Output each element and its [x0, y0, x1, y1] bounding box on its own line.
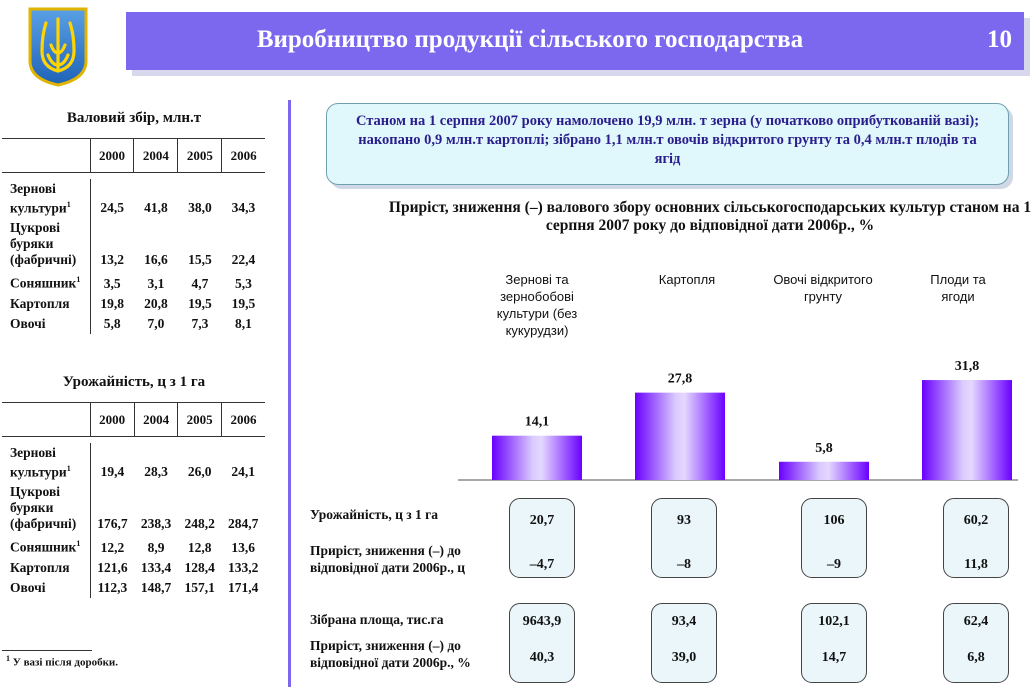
row-label: Соняшник [10, 275, 77, 291]
area-box-potato [651, 603, 717, 683]
category-label-vegetables: Овочі відкритого грунту [773, 272, 873, 304]
table-cell: 7,0 [147, 315, 165, 331]
table-cell: 15,5 [188, 252, 212, 267]
yield-change-value: 11,8 [964, 557, 988, 572]
table-header-year: 2004 [134, 403, 178, 437]
row-label: Овочі [10, 579, 46, 595]
area-value: 93,4 [671, 614, 697, 629]
row-label: Картопля [10, 295, 70, 311]
table-header-year: 2000 [90, 139, 134, 173]
row-label: Картопля [10, 559, 70, 575]
table-cell: 22,4 [231, 252, 256, 267]
area-box-fruits [943, 603, 1009, 683]
table-cell: 13,6 [231, 539, 256, 555]
bar-grain [492, 436, 582, 480]
bar-data-label: 14,1 [524, 414, 550, 430]
table-cell: 12,2 [100, 539, 125, 555]
footnote-ref: 1 [76, 539, 81, 548]
table-cell: 133,4 [140, 559, 172, 575]
table-cell: 26,0 [187, 464, 212, 479]
footnote-text: У вазі після доробки. [12, 656, 118, 669]
footnote-mark: 1 [6, 654, 10, 663]
table-header-year: 2006 [222, 139, 265, 173]
area-change-value: 40,3 [529, 650, 555, 665]
table-cell: 176,7 [97, 516, 128, 531]
gross-harvest-title: Валовий збір, млн.т [66, 110, 202, 126]
area-change-value: 14,7 [821, 650, 847, 665]
table-header-year: 2005 [178, 403, 222, 437]
table-cell: 128,4 [184, 559, 215, 575]
table-cell: 8,1 [234, 315, 252, 331]
yield-change-row-label: Приріст, зниження (–) до відповідної дати 2006р., ц [310, 543, 466, 575]
table-cell: 7,3 [191, 315, 209, 331]
table-cell: 34,3 [231, 200, 256, 215]
footnote-ref: 1 [76, 275, 81, 284]
table-cell: 19,5 [231, 295, 256, 311]
yield-change-value: –4,7 [529, 557, 555, 572]
yield-row-label: Урожайність, ц з 1 га [310, 507, 439, 522]
table-cell: 13,2 [100, 252, 125, 267]
area-change-row-label: Приріст, зниження (–) до відповідної дати 2006р., % [310, 638, 471, 670]
table-header-year: 2006 [221, 403, 265, 437]
row-label: Цукрові буряки (фабричні) [10, 484, 77, 531]
page-number: 10 [987, 26, 1012, 53]
area-change-value: 39,0 [671, 650, 697, 665]
row-label: Зернові культури [10, 444, 67, 479]
table-cell: 133,2 [228, 559, 259, 575]
table-cell: 121,6 [97, 559, 128, 575]
category-label-fruits: Плоди та ягоди [930, 272, 986, 304]
yield-value: 20,7 [529, 513, 555, 528]
bar-data-label: 31,8 [954, 359, 980, 375]
table-cell: 38,0 [188, 200, 212, 215]
bar-potato [635, 393, 725, 480]
bar-data-label: 27,8 [667, 371, 693, 387]
table-cell: 12,8 [187, 539, 212, 555]
table-cell: 157,1 [184, 579, 215, 595]
table-cell: 28,3 [144, 464, 168, 479]
table-cell: 19,4 [100, 464, 125, 479]
row-label: Соняшник [10, 539, 77, 555]
bar-data-label: 5,8 [815, 440, 833, 456]
bar-vegetables [779, 462, 869, 480]
yield-value: 106 [823, 513, 845, 528]
yield-change-value: –9 [827, 557, 841, 572]
table-cell: 3,5 [103, 275, 121, 291]
table-cell: 5,8 [103, 315, 121, 331]
yield-box-grain [509, 498, 575, 578]
table-cell: 112,3 [97, 579, 128, 595]
table-cell: 171,4 [228, 579, 259, 595]
area-change-value: 6,8 [967, 650, 985, 665]
yield-box-vegetables [801, 498, 867, 578]
area-value: 9643,9 [522, 614, 562, 629]
table-cell: 4,7 [191, 275, 209, 291]
table-cell: 20,8 [144, 295, 168, 311]
yield-change-value: –8 [677, 557, 691, 572]
footnote-ref: 1 [66, 199, 71, 209]
area-row-label: Зібрана площа, тис.га [310, 612, 444, 627]
footnote-ref: 1 [66, 463, 71, 473]
yield-title: Урожайність, ц з 1 га [62, 374, 206, 390]
table-header-year: 2000 [90, 403, 134, 437]
table-cell: 19,5 [188, 295, 212, 311]
chart-title: Приріст, зниження (–) валового збору основних сільськогосподарських культур станом на 1 серпня 2007 року до відповідної дати 2006р., % [388, 199, 1032, 234]
yield-box-fruits [943, 498, 1009, 578]
table-header-year: 2005 [178, 139, 222, 173]
table-cell: 238,3 [140, 516, 172, 531]
row-label: Цукрові буряки (фабричні) [10, 220, 77, 267]
bar-fruits [922, 380, 1012, 480]
table-cell: 284,7 [228, 516, 259, 531]
table-cell: 16,6 [144, 252, 168, 267]
area-value: 62,4 [963, 614, 989, 629]
table-cell: 248,2 [184, 516, 215, 531]
table-cell: 24,5 [100, 200, 125, 215]
yield-value: 93 [677, 513, 691, 528]
row-label: Овочі [10, 315, 46, 331]
table-cell: 8,9 [147, 539, 165, 555]
row-label: Зернові культури [10, 180, 67, 215]
table-header-year: 2004 [134, 139, 178, 173]
table-cell: 41,8 [144, 200, 168, 215]
area-value: 102,1 [818, 614, 850, 629]
area-box-grain [509, 603, 575, 683]
table-cell: 19,8 [100, 295, 125, 311]
category-label-grain: Зернові та зернобобові культури (без кукурудзи) [496, 272, 578, 338]
info-box: Станом на 1 серпня 2007 року намолочено 19,9 млн. т зерна (у початково оприбуткованій вазі); накопано 0,9 млн.т картоплі; зібрано 1,1 млн.т овочів відкритого грунту та 0,4 млн.т плодів та ягід [326, 103, 1009, 185]
table-cell: 24,1 [231, 464, 256, 479]
page-title: Виробництво продукції сільського господарства [256, 26, 804, 53]
table-cell: 148,7 [140, 579, 172, 595]
area-box-vegetables [801, 603, 867, 683]
yield-box-potato [651, 498, 717, 578]
table-cell: 5,3 [234, 275, 252, 291]
table-cell: 3,1 [147, 275, 165, 291]
yield-value: 60,2 [963, 513, 989, 528]
category-label-potato: Картопля [658, 272, 716, 287]
